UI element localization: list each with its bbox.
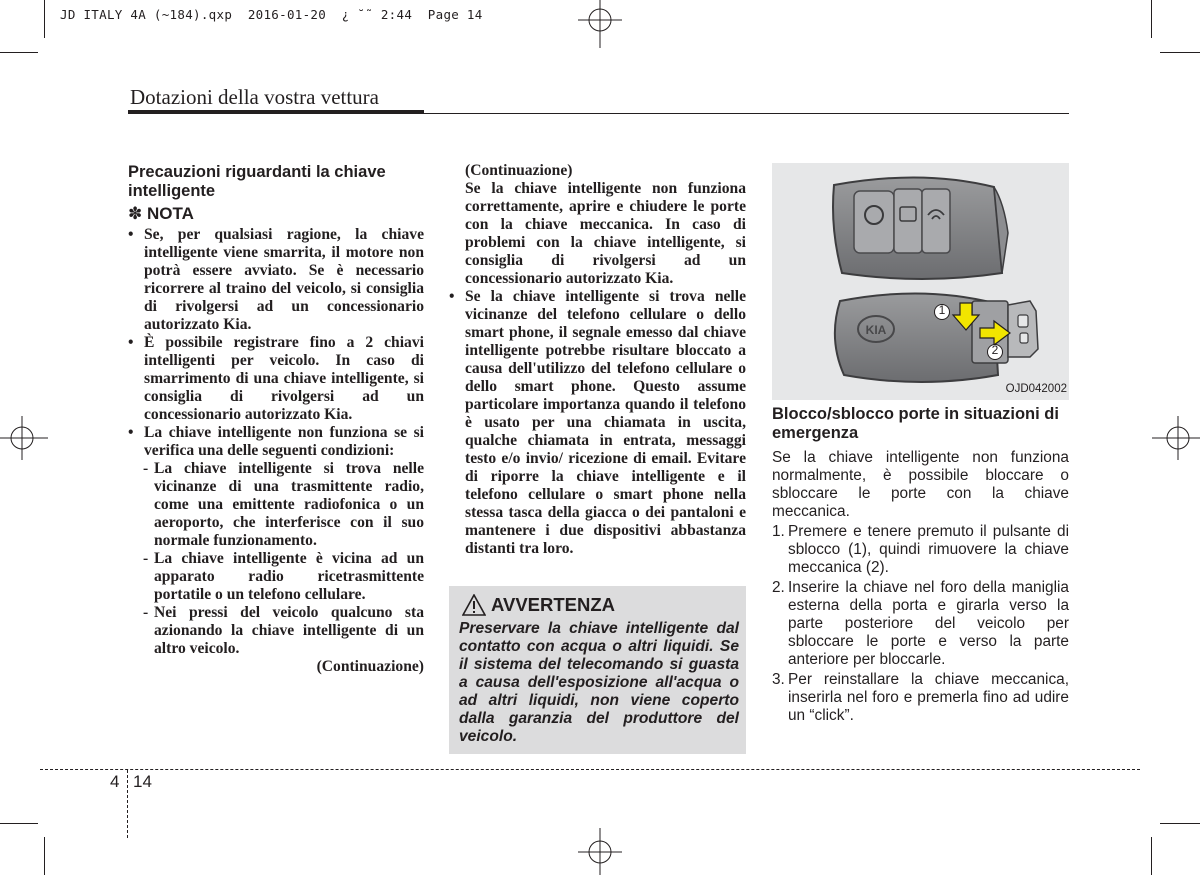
phone-interference-bullet: • Se la chiave intelligente si trova nelle vicinanze del telefono cellulare o dello smart phone, il segnale emesso dal chiave intelligente potrebbe risultare bloccato a causa dell'utilizzo del telefono cellulare o dello smart phone. Questo assume particolare importanza quando il telefono è usato per una chiamata in uscita, qualche chiamata in entrata, messaggi testo e/o invio/ ricezione di email. Evitare di riporre la chiave intelligente e il telefono cellulare o smart phone nella stessa tasca della giacca o dei pantaloni e mantenere i due dispositivi abbastanza distanti tra loro. <box>449 288 746 558</box>
callout-1: 1 <box>938 303 946 317</box>
continued-label: (Continuazione) <box>316 658 424 675</box>
smart-key-precautions-heading: Precauzioni riguardanti la chiave intelligente <box>128 163 386 200</box>
note-bullet: • La chiave intelligente non funziona se si verifica una delle seguenti condizioni: <box>128 424 424 460</box>
crop-mark <box>44 837 45 875</box>
section-title: Dotazioni della vostra vettura <box>130 85 379 109</box>
page-number: 14 <box>133 772 152 791</box>
footer-dashed-divider <box>127 770 128 838</box>
figure-code: OJD042002 <box>1005 383 1067 395</box>
crop-mark <box>1160 52 1200 53</box>
step-number: 2. <box>772 579 785 596</box>
footer-dashed-rule <box>40 769 1140 770</box>
note-bullet: • Se, per qualsiasi ragione, la chiave intelligente viene smarrita, il motore non potrà essere avviato. Se è necessario ricorrere al traino del veicolo, si consiglia di rivolgersi ad un concessionario autorizzato Kia. <box>128 226 424 334</box>
column-2 <box>465 162 746 558</box>
column-2-intro: Se la chiave intelligente non funziona correttamente, aprire e chiudere le porte con la chiave meccanica. In caso di problemi con la chiave intelligente, si consiglia di rivolgersi ad un concessionario autorizzato Kia. <box>465 180 746 287</box>
emergency-lock-heading: Blocco/sblocco porte in situazioni di emergenza <box>772 405 1059 442</box>
header-rule-thick <box>128 110 424 114</box>
warning-triangle-icon <box>462 594 486 616</box>
step-text: Inserire la chiave nel foro della maniglia esterna della porta e girarla verso la parte posteriore del veicolo per sbloccare le porte e verso la parte anteriore per bloccarle. <box>788 579 1069 668</box>
condition-item: - Nei pressi del veicolo qualcuno sta azionando la chiave intelligente di un altro veicolo. <box>143 604 424 657</box>
emergency-intro: Se la chiave intelligente non funziona normalmente, è possibile bloccare o sbloccare le porte con la chiave meccanica. <box>772 449 1069 520</box>
warning-title: AVVERTENZA <box>491 594 616 615</box>
registration-mark-right <box>1152 410 1200 466</box>
callout-2: 2 <box>991 343 999 357</box>
smart-key-figure <box>772 163 1069 400</box>
crop-mark <box>1151 837 1152 875</box>
column-3 <box>772 405 1069 725</box>
step-text: Per reinstallare la chiave meccanica, inserirla nel foro e premerla fino ad udire un “click”. <box>788 671 1069 724</box>
warning-header <box>462 594 615 616</box>
step-item <box>772 671 1069 725</box>
step-item <box>772 579 1069 669</box>
chapter-number: 4 <box>110 772 120 791</box>
crop-mark <box>44 0 45 38</box>
condition-item: - La chiave intelligente si trova nelle vicinanze di una trasmittente radio, come una emittente radiofonica o un aeroporto, che interferisce con il suo normale funzionamento. <box>143 460 424 549</box>
step-item <box>772 523 1069 577</box>
step-text: Premere e tenere premuto il pulsante di sblocco (1), quindi rimuovere la chiave meccanica (2). <box>788 523 1069 576</box>
header-rule-thin <box>424 113 1069 114</box>
kia-logo-icon: KIA <box>865 323 887 337</box>
condition-text: La chiave intelligente si trova nelle vicinanze di una trasmittente radio, come una emittente radiofonica o un aeroporto, che interferisce con il suo normale funzionamento. <box>154 460 424 549</box>
condition-text: Nei pressi del veicolo qualcuno sta azionando la chiave intelligente di un altro veicolo. <box>154 604 424 657</box>
warning-text: Preservare la chiave intelligente dal contatto con acqua o altri liquidi. Se il sistema del telecomando si guasta a causa dell'esposizione all'acqua o ad altri liquidi, non viene coperto dalla garanzia del produttore del veicolo. <box>459 620 739 745</box>
condition-text: La chiave intelligente è vicina ad un apparato radio ricetrasmittente portatile o un telefono cellulare. <box>154 550 424 603</box>
step-number: 1. <box>772 523 785 540</box>
step-number: 3. <box>772 671 785 688</box>
crop-mark <box>1160 823 1200 824</box>
crop-mark <box>0 823 38 824</box>
crop-mark <box>0 52 38 53</box>
condition-item: - La chiave intelligente è vicina ad un apparato radio ricetrasmittente portatile o un telefono cellulare. <box>143 550 424 603</box>
note-label: ✽ NOTA <box>128 204 194 223</box>
note-bullet: • È possibile registrare fino a 2 chiavi intelligenti per veicolo. In caso di smarrimento di una chiave intelligente, si consiglia di rivolgersi ad un concessionario autorizzato Kia. <box>128 334 424 424</box>
print-slug: JD ITALY 4A (~184).qxp 2016-01-20 ¿ ˘˜ 2:44 Page 14 <box>60 7 483 22</box>
registration-mark-bottom <box>572 828 628 875</box>
column-1 <box>128 163 424 676</box>
registration-mark-left <box>0 410 48 466</box>
continued-label: (Continuazione) <box>465 162 573 179</box>
registration-mark-top <box>572 0 628 48</box>
smart-key-illustration <box>772 163 1069 400</box>
crop-mark <box>1151 0 1152 38</box>
